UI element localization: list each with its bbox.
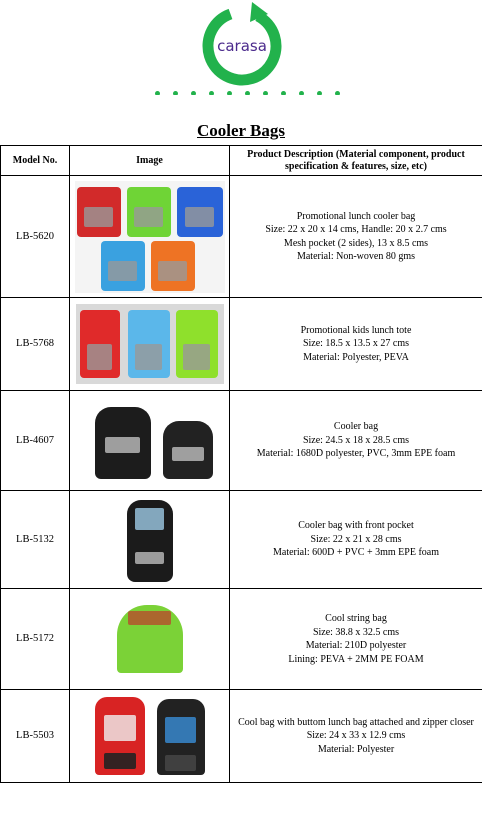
description-line: Lining: PEVA + 2MM PE FOAM	[288, 653, 424, 665]
description-line: Size: 18.5 x 13.5 x 27 cms	[302, 338, 410, 350]
product-image	[70, 690, 230, 783]
header-description: Product Description (Material component, product specification & features, size, etc)	[230, 146, 482, 176]
page-title: Cooler Bags	[197, 121, 285, 140]
description-line: Size: 24 x 33 x 12.9 cms	[306, 730, 406, 742]
product-description	[230, 491, 482, 589]
model-number: LB-5768	[1, 298, 70, 391]
description-line: Promotional kids lunch tote	[300, 324, 412, 336]
model-number: LB-4607	[1, 391, 70, 491]
table-row	[1, 176, 482, 298]
description-line: Size: 38.8 x 32.5 cms	[312, 626, 400, 638]
description-line: Size: 22 x 21 x 28 cms	[310, 533, 402, 545]
product-image	[70, 491, 230, 589]
product-image	[70, 176, 230, 298]
table-row	[1, 690, 482, 783]
description-line: Material: 210D polyester	[305, 640, 407, 651]
product-table	[0, 145, 482, 783]
description-line: Size: 24.5 x 18 x 28.5 cms	[302, 434, 410, 446]
description-line: Cooler bag	[333, 421, 379, 433]
table-header-row	[1, 146, 482, 176]
description-line: Cooler bag with front pocket	[298, 520, 414, 532]
table-row	[1, 298, 482, 391]
product-description	[230, 176, 482, 298]
product-image	[70, 589, 230, 690]
header-image: Image	[70, 146, 230, 176]
model-number: LB-5620	[1, 176, 70, 298]
carasa-logo	[196, 0, 288, 90]
description-line: Material: Polyester	[317, 743, 395, 755]
product-description	[230, 391, 482, 491]
description-line: Promotional lunch cooler bag	[296, 210, 416, 222]
table-row	[1, 391, 482, 491]
product-image	[70, 298, 230, 391]
description-line: Material: 1680D polyester, PVC, 3mm EPE foam	[256, 448, 456, 460]
header-model: Model No.	[1, 146, 70, 176]
description-line: Cool string bag	[325, 613, 387, 624]
logo-tagline	[155, 83, 355, 95]
description-line: Size: 22 x 20 x 14 cms, Handle: 20 x 2.7 cms	[265, 224, 447, 235]
description-line: Material: Polyester, PEVA	[303, 351, 409, 363]
product-image	[70, 391, 230, 491]
model-number: LB-5503	[1, 690, 70, 783]
description-line: Cool bag with buttom lunch bag attached and zipper closer	[238, 716, 474, 728]
logo-text: carasa	[217, 37, 267, 55]
model-number: LB-5172	[1, 589, 70, 690]
product-description	[230, 298, 482, 391]
product-description	[230, 589, 482, 690]
description-line: Mesh pocket (2 sides), 13 x 8.5 cms	[283, 237, 429, 249]
product-description	[230, 690, 482, 783]
model-number: LB-5132	[1, 491, 70, 589]
table-row	[1, 589, 482, 690]
table-row	[1, 491, 482, 589]
description-line: Material: Non-woven 80 gms	[296, 251, 416, 262]
description-line: Material: 600D + PVC + 3mm EPE foam	[273, 547, 439, 559]
